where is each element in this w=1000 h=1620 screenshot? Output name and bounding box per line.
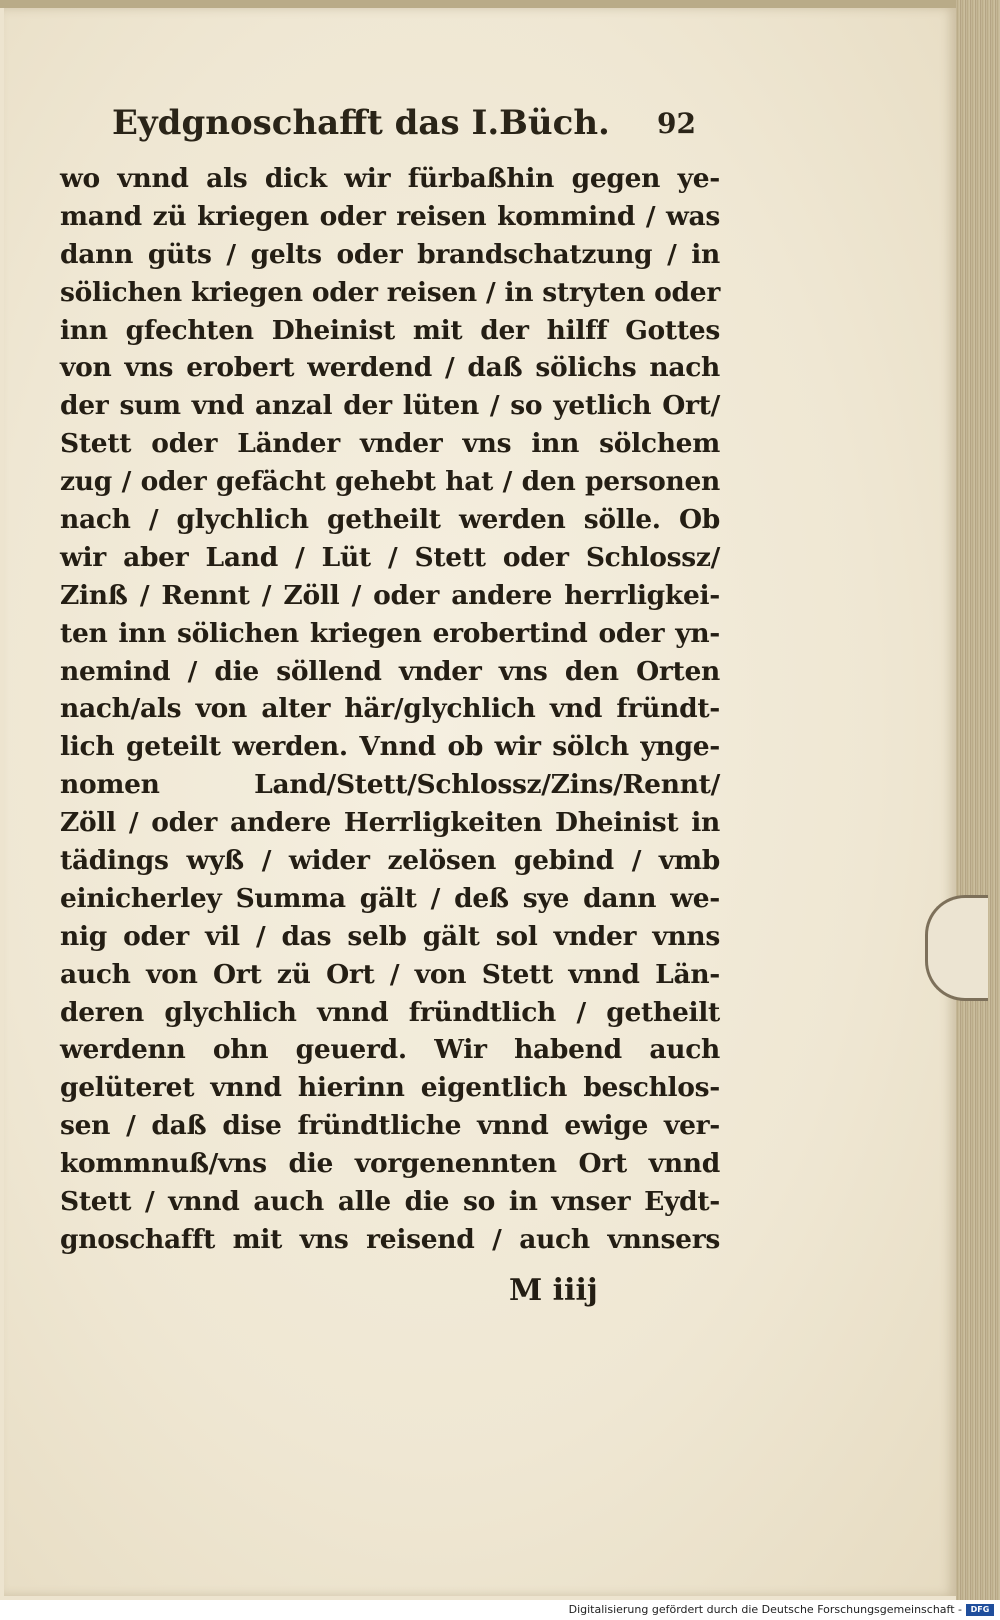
text-line: von vns erobert werdend / daß sölichs nach xyxy=(60,352,720,384)
text-line: werdenn ohn geuerd. Wir habend auch xyxy=(60,1034,720,1066)
book-fore-edge xyxy=(956,0,1000,1600)
text-line: der sum vnd anzal der lüten / so yetlich Ort/ xyxy=(60,390,720,422)
text-line: nig oder vil / das selb gält sol vnder vnns xyxy=(60,920,720,952)
text-line: zug / oder gefächt gehebt hat / den personen xyxy=(60,466,720,498)
footer-bar xyxy=(0,1600,1000,1620)
dfg-logo: DFG xyxy=(966,1604,994,1616)
text-line: wo vnnd als dick wir fürbaßhin gegen ye- xyxy=(60,163,720,194)
book-page xyxy=(4,8,956,1596)
text-line: kommnuß/vns die vorgenennten Ort vnnd xyxy=(60,1148,720,1180)
footer-credit: Digitalisierung gefördert durch die Deutsche Forschungsgemeinschaft - xyxy=(568,1603,962,1616)
running-head-title: Eydgnoschafft das I.Büch. xyxy=(112,103,610,143)
text-line: gelüteret vnnd hierinn eigentlich beschlos- xyxy=(60,1072,720,1104)
text-line: dann güts / gelts oder brandschatzung / in xyxy=(60,238,720,270)
text-line: Stett / vnnd auch alle die so in vnser Eydt- xyxy=(60,1186,720,1218)
text-line: tädings wyß / wider zelösen gebind / vmb xyxy=(60,845,720,877)
text-line: auch von Ort zü Ort / von Stett vnnd Län- xyxy=(60,958,720,990)
text-line: deren glychlich vnnd fründtlich / getheilt xyxy=(60,996,720,1028)
text-line: nach / glychlich getheilt werden sölle. Ob xyxy=(60,504,720,536)
text-line: sen / daß dise fründtliche vnnd ewige ver- xyxy=(60,1110,720,1142)
text-line: Stett oder Länder vnder vns inn sölchem xyxy=(60,428,720,460)
text-line: ten inn sölichen kriegen erobertind oder yn- xyxy=(60,617,720,649)
text-line: einicherley Summa gält / deß sye dann we- xyxy=(60,882,720,914)
text-line: mand zü kriegen oder reisen kommind / was xyxy=(60,200,720,232)
text-line: wir aber Land / Lüt / Stett oder Schlossz/ xyxy=(60,541,720,573)
text-line: nemind / die söllend vnder vns den Orten xyxy=(60,655,720,687)
body-text xyxy=(60,160,720,1259)
running-head xyxy=(112,103,712,153)
text-line: lich geteilt werden. Vnnd ob wir sölch ynge- xyxy=(60,731,720,763)
text-line: Zinß / Rennt / Zöll / oder andere herrligkei- xyxy=(60,579,720,611)
book-clasp xyxy=(925,895,988,1001)
text-line: Zöll / oder andere Herrligkeiten Dheinist in xyxy=(60,807,720,839)
text-line: nomen Land/Stett/Schlossz/Zins/Rennt/ xyxy=(60,769,720,801)
signature-mark: M iiij xyxy=(509,1273,598,1308)
text-line: nach/als von alter här/glychlich vnd fründt- xyxy=(60,693,720,725)
text-line: sölichen kriegen oder reisen / in stryten oder xyxy=(60,276,720,308)
page-number: 92 xyxy=(657,107,696,140)
text-line: inn gfechten Dheinist mit der hilff Gottes xyxy=(60,314,720,346)
book-top-edge xyxy=(0,0,1000,8)
text-line: gnoschafft mit vns reisend / auch vnnsers xyxy=(60,1223,720,1255)
